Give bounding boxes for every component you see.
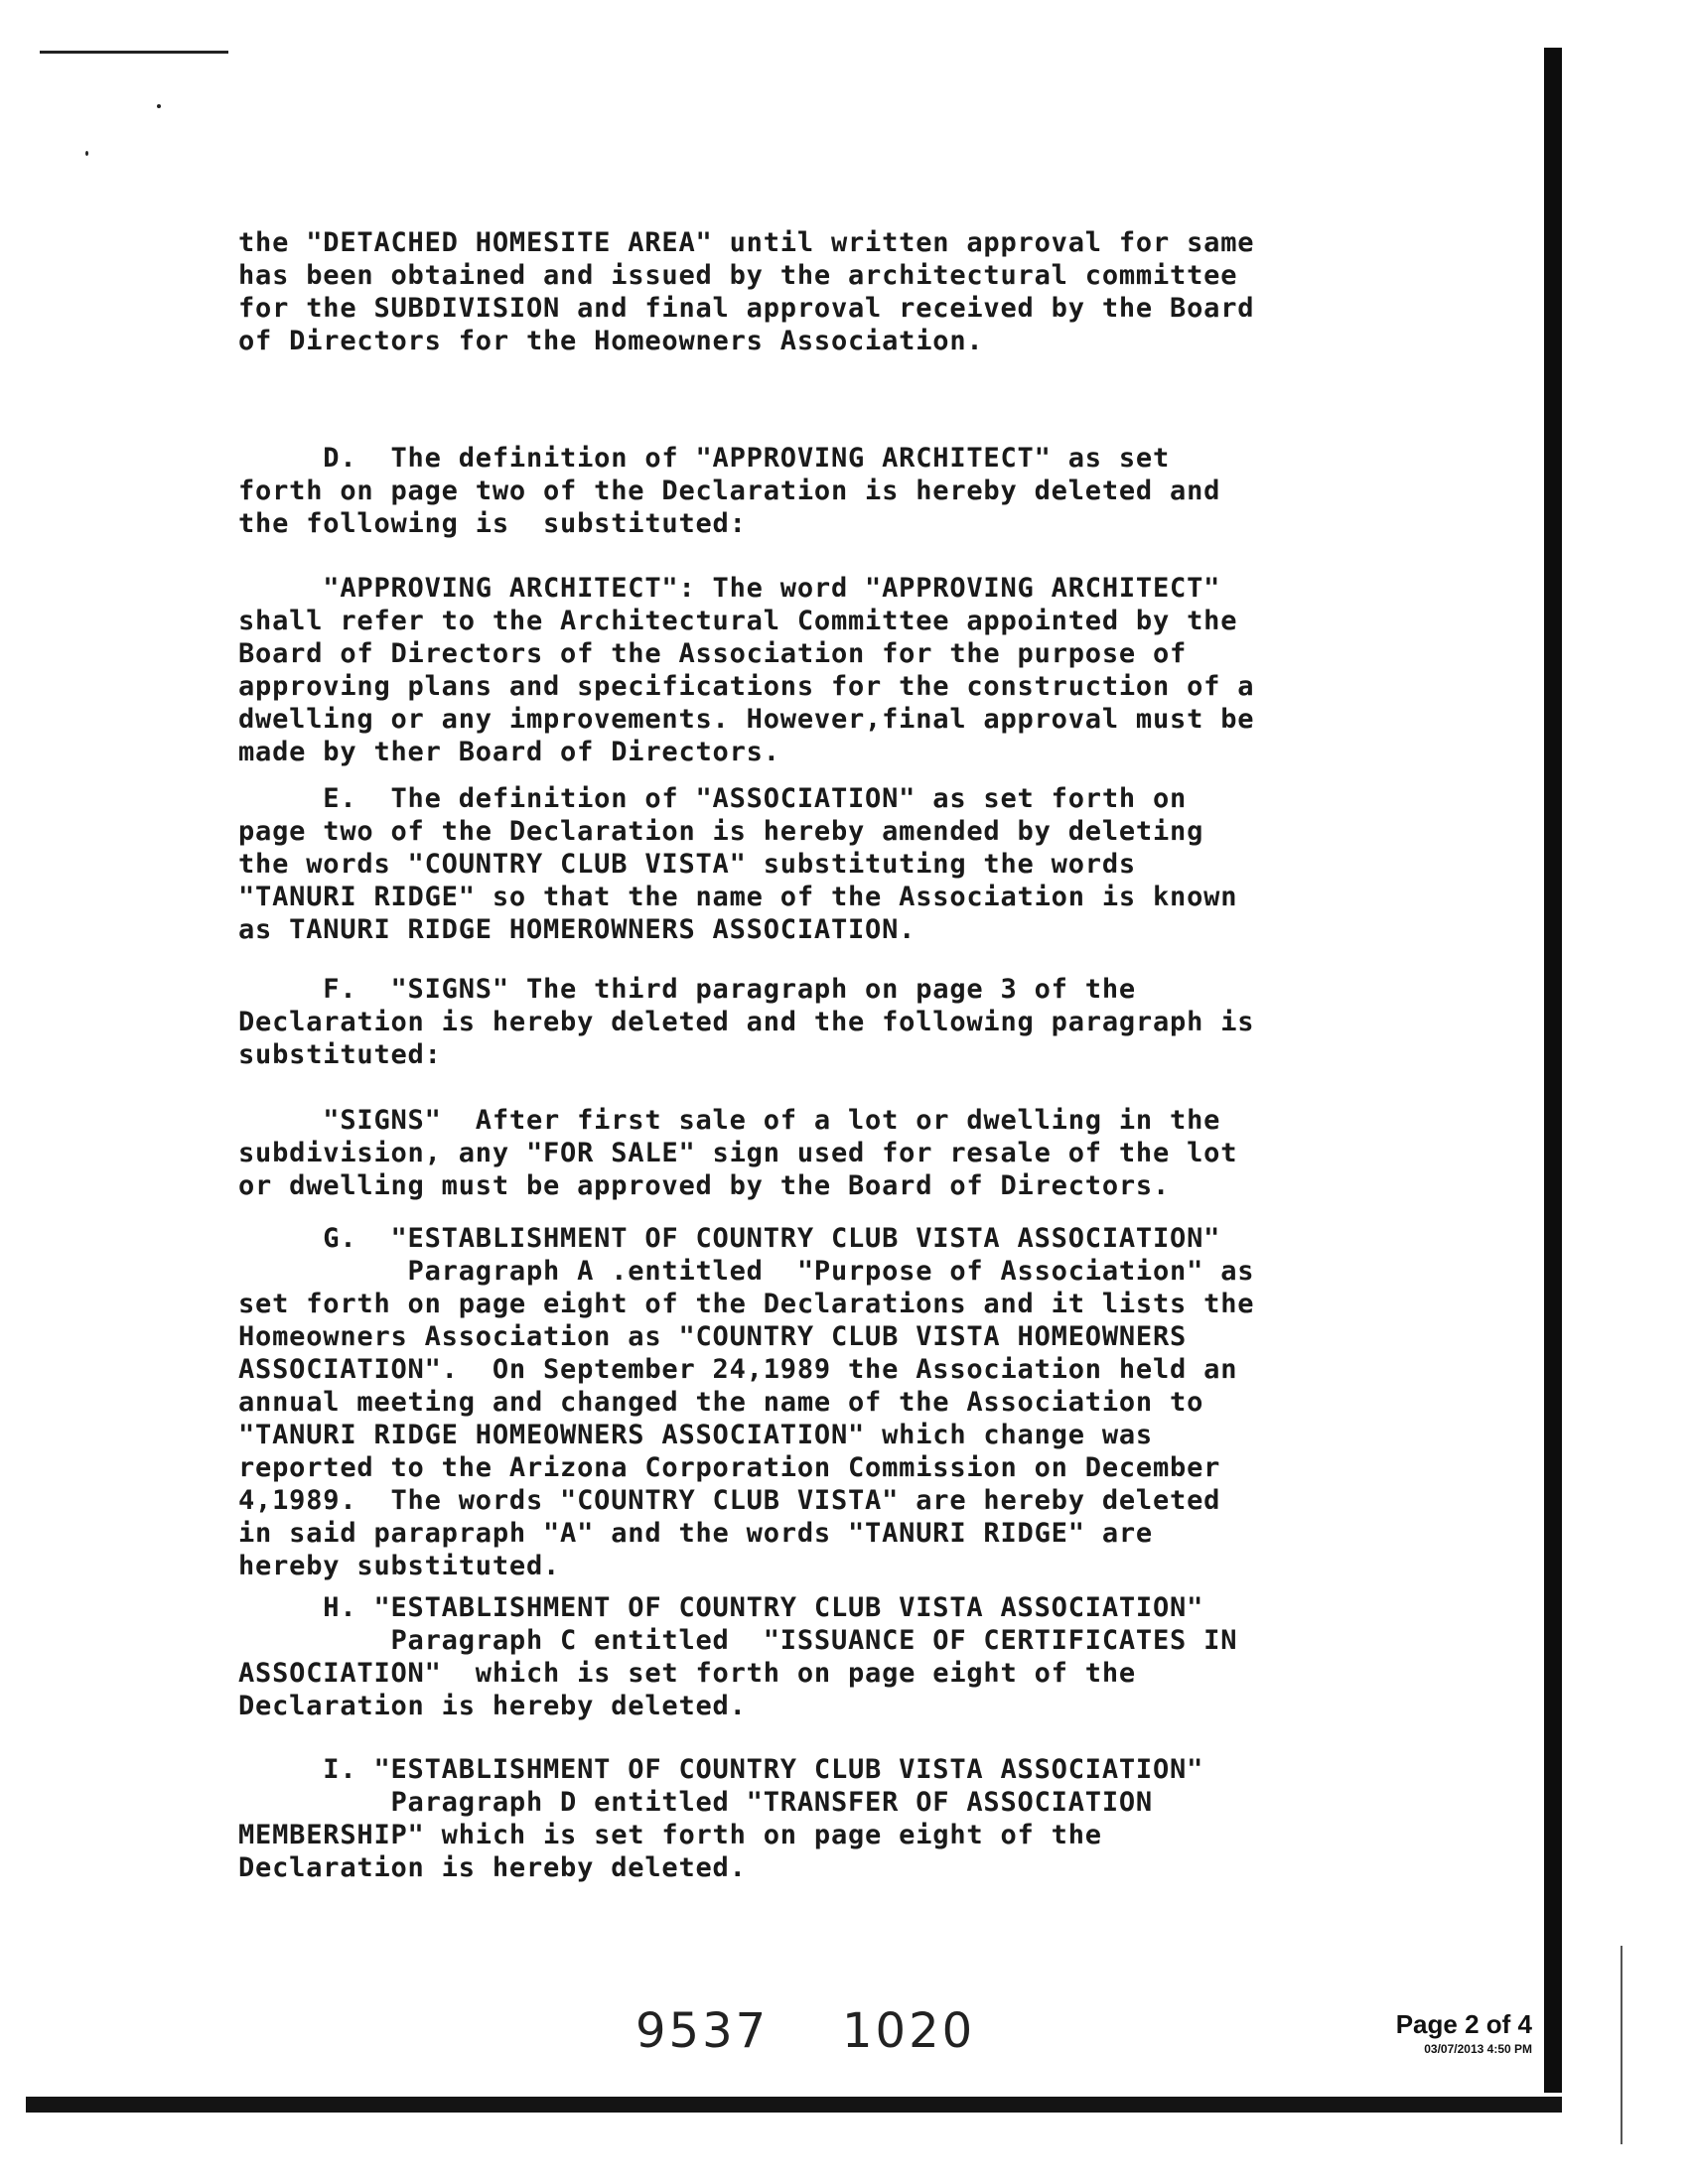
scan-speck [157,104,161,108]
paragraph-g: G. "ESTABLISHMENT OF COUNTRY CLUB VISTA ASSOCIATION" Paragraph A .entitled "Purpose of Association" as set forth on page eight of the Declarations and it lists the Homeowners Association as "COUNTRY CLUB VISTA HOMEOWNERS ASSOCIATION". On September 24,1989 the Association held an annual meeting and changed the name of the Association to "TANURI RIDGE HOMEOWNERS ASSOCIATION" which change was reported to the Arizona Corporation Commission on December 4,1989. The words "COUNTRY CLUB VISTA" are hereby deleted in said parapraph "A" and the words "TANURI RIDGE" are hereby substituted. [238,1223,1255,1581]
paragraph-e: E. The definition of "ASSOCIATION" as set forth on page two of the Declaration is hereby amended by deleting the words "COUNTRY CLUB VISTA" substituting the words "TANURI RIDGE" so that the name of the Association is known as TANURI RIDGE HOMEROWNERS ASSOCIATION. [238,783,1238,945]
scan-artifact-line [40,51,228,54]
paragraph-i: I. "ESTABLISHMENT OF COUNTRY CLUB VISTA ASSOCIATION" Paragraph D entitled "TRANSFER OF ASSOCIATION MEMBERSHIP" which is set forth on page eight of the Declaration is hereby deleted. [238,1754,1204,1883]
paragraph-d: D. The definition of "APPROVING ARCHITECT" as set forth on page two of the Declaration is hereby deleted and the following is substituted: [238,443,1221,539]
paragraph-d-definition: "APPROVING ARCHITECT": The word "APPROVING ARCHITECT" shall refer to the Architectural Committee appointed by the Board of Directors of the Association for the purpose of approving plans and specifications for the construction of a dwelling or any improvements. However,final approval must be made by ther Board of Directors. [238,573,1255,767]
scan-edge-bar-right [1544,48,1562,2093]
scan-speck [85,151,88,156]
book-number: 9537 [635,2003,770,2059]
paragraph-intro: the "DETACHED HOMESITE AREA" until written approval for same has been obtained and issued by the architectural committee for the SUBDIVISION and final approval received by the Board of Directors for the Homeowners Association. [238,227,1255,356]
recording-page-number: 1020 [842,2003,976,2059]
paragraph-h: H. "ESTABLISHMENT OF COUNTRY CLUB VISTA ASSOCIATION" Paragraph C entitled "ISSUANCE OF CERTIFICATES IN ASSOCIATION" which is set forth on page eight of the Declaration is hereby deleted. [238,1592,1238,1721]
paragraph-f-definition: "SIGNS" After first sale of a lot or dwelling in the subdivision, any "FOR SALE" sign used for resale of the lot or dwelling must be approved by the Board of Directors. [238,1105,1238,1201]
page-indicator: Page 2 of 4 [1395,2009,1532,2039]
scan-edge-line [1621,1946,1622,2144]
paragraph-f: F. "SIGNS" The third paragraph on page 3 of the Declaration is hereby deleted and the following paragraph is substituted: [238,974,1255,1070]
print-timestamp: 03/07/2013 4:50 PM [1424,2042,1532,2056]
scan-edge-bar-bottom [26,2097,1562,2113]
